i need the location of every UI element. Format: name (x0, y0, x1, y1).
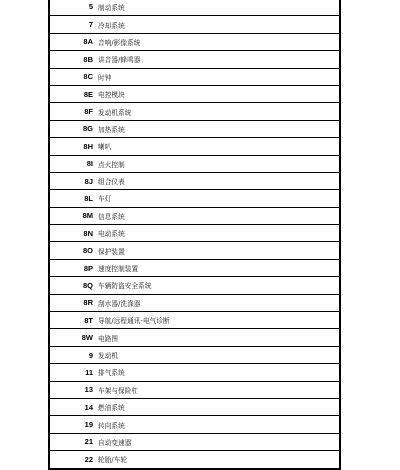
section-number: 8B (83, 54, 93, 64)
section-number: 5 (88, 2, 93, 12)
section-title: 电控模块 (98, 91, 125, 100)
section-number: 11 (85, 367, 93, 377)
section-title: 制动系统 (98, 3, 125, 12)
section-number: 7 (88, 20, 93, 30)
section-number: 8C (83, 72, 93, 82)
toc-row[interactable] (50, 137, 339, 154)
toc-row[interactable] (50, 85, 339, 102)
section-title: 发动机系统 (98, 108, 132, 117)
section-title: 导航/远程通讯-电气诊断 (98, 317, 170, 326)
toc-row[interactable] (50, 68, 339, 85)
section-title: 时钟 (98, 73, 112, 82)
section-number: 8R (83, 298, 93, 308)
section-number: 8W (81, 333, 93, 343)
toc-row[interactable] (50, 363, 339, 380)
toc-row[interactable] (50, 450, 339, 467)
section-number: 8G (82, 124, 93, 134)
section-number: 19 (84, 420, 93, 430)
section-number: 14 (84, 402, 93, 412)
toc-row[interactable] (50, 0, 339, 15)
section-number: 9 (88, 350, 93, 360)
section-title: 刮水器/洗涤器 (98, 299, 141, 308)
toc-row[interactable] (50, 33, 339, 50)
toc-row[interactable] (50, 207, 339, 224)
toc-row[interactable] (50, 50, 339, 67)
section-number: 8N (83, 228, 93, 238)
toc-row[interactable] (50, 276, 339, 293)
section-number: 8H (83, 141, 93, 151)
section-title: 轮胎/车轮 (98, 456, 128, 465)
toc-row[interactable] (50, 311, 339, 328)
toc-row[interactable] (50, 172, 339, 189)
section-number: 8J (84, 176, 93, 186)
section-title: 保护装置 (98, 247, 125, 256)
toc-row[interactable] (50, 224, 339, 241)
toc-row[interactable] (50, 381, 339, 398)
section-number: 8I (86, 159, 93, 169)
toc-row[interactable] (50, 15, 339, 32)
toc-row[interactable] (50, 259, 339, 276)
toc-row[interactable] (50, 189, 339, 206)
toc-row[interactable] (50, 120, 339, 137)
section-number: 21 (84, 437, 93, 447)
section-title: 音响/影像系统 (98, 38, 141, 47)
section-title: 排气系统 (98, 369, 125, 378)
section-title: 电动系统 (98, 230, 125, 239)
section-number: 8O (82, 246, 93, 256)
section-title: 加热系统 (98, 125, 125, 134)
section-number: 13 (84, 385, 93, 395)
section-number: 8M (82, 211, 93, 221)
section-number: 8F (84, 107, 93, 117)
section-title: 冷却系统 (98, 21, 125, 30)
section-title: 速度控制装置 (98, 265, 139, 274)
section-title: 喇叭 (98, 143, 112, 152)
section-number: 22 (84, 454, 93, 464)
section-number: 8A (83, 37, 93, 47)
section-number: 8P (83, 263, 93, 273)
section-title: 点火控制 (98, 160, 125, 169)
section-title: 车辆防盗安全系统 (98, 282, 152, 291)
section-title: 发动机 (98, 352, 119, 360)
toc-row[interactable] (50, 294, 339, 311)
section-title: 燃油系统 (98, 404, 125, 413)
section-title: 车架与保险杠 (98, 386, 139, 395)
section-title: 转向系统 (98, 421, 125, 430)
section-number: 8L (84, 193, 93, 203)
section-title: 电路图 (98, 334, 119, 343)
toc-row[interactable] (50, 415, 339, 432)
section-title: 车灯 (98, 195, 112, 204)
section-title: 组合仪表 (98, 178, 125, 187)
toc-row[interactable] (50, 155, 339, 172)
section-number: 8Q (82, 280, 93, 290)
section-title: 自动变速器 (98, 438, 132, 447)
section-title: 讲音器/蜂鸣器 (98, 56, 141, 65)
section-number: 8T (84, 315, 93, 325)
section-number: 8E (83, 89, 93, 99)
toc-row[interactable] (50, 346, 339, 363)
section-title: 信息系统 (98, 212, 125, 221)
toc-row[interactable] (50, 241, 339, 258)
toc-row[interactable] (50, 102, 339, 119)
toc-row[interactable] (50, 433, 339, 450)
table-of-contents (48, 0, 341, 470)
toc-row[interactable] (50, 398, 339, 415)
toc-row[interactable] (50, 328, 339, 345)
